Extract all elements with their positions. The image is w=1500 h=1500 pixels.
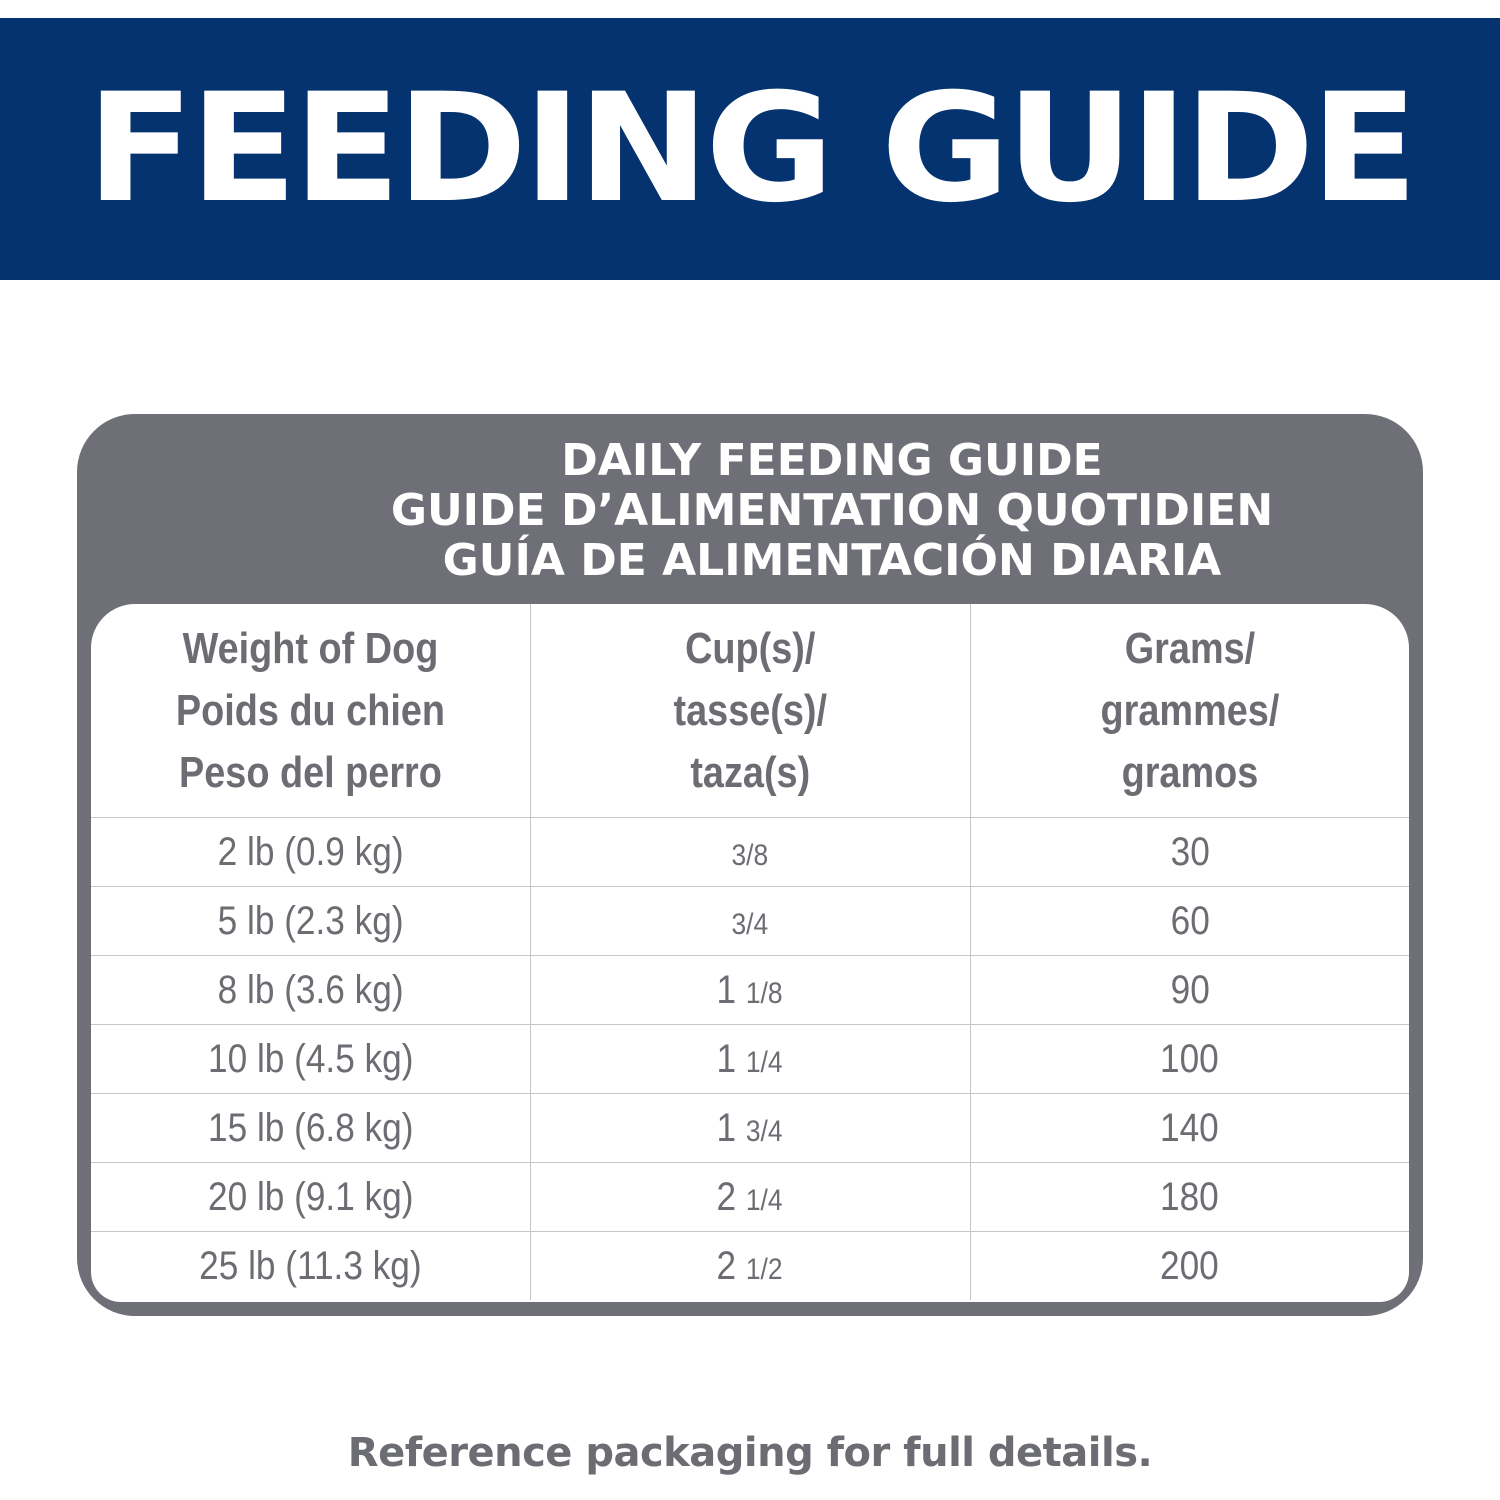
header-banner	[0, 18, 1500, 280]
cups-fraction: 1/8	[746, 976, 784, 1010]
cups-whole: 1	[716, 1036, 737, 1081]
header-cups: Cup(s)/ tasse(s)/ taza(s)	[530, 604, 970, 818]
table-row	[91, 1163, 1409, 1232]
weight-cell: 25 lb (11.3 kg)	[91, 1232, 530, 1301]
header-weight: Weight of Dog Poids du chien Peso del perro	[91, 604, 530, 818]
cups-cell	[530, 818, 970, 887]
table-row	[91, 956, 1409, 1025]
cups-fraction: 1/4	[746, 1183, 784, 1217]
cups-fraction: 1/4	[746, 1045, 784, 1079]
cups-whole: 1	[716, 1105, 737, 1150]
table-row	[91, 1094, 1409, 1163]
grams-cell: 200	[1160, 1243, 1220, 1288]
feeding-table	[91, 604, 1409, 1300]
card-title-line-es: GUÍA DE ALIMENTACIÓN DIARIA	[442, 535, 1222, 586]
cups-whole: 2	[716, 1243, 737, 1288]
cups-cell	[530, 1232, 970, 1301]
grams-cell: 140	[970, 1094, 1409, 1163]
table-row	[91, 1025, 1409, 1094]
feeding-table-container	[91, 604, 1409, 1302]
weight-cell: 5 lb (2.3 kg)	[91, 887, 530, 956]
cups-cell	[530, 1163, 970, 1232]
weight-cell: 15 lb (6.8 kg)	[91, 1094, 530, 1163]
weight-cell: 20 lb (9.1 kg)	[91, 1163, 530, 1232]
cups-whole: 1	[716, 967, 737, 1012]
table-row	[91, 1232, 1409, 1301]
cups-fraction: 3/8	[731, 838, 769, 872]
table-body	[91, 818, 1409, 1301]
weight-cell: 2 lb (0.9 kg)	[91, 818, 530, 887]
grams-cell: 100	[970, 1025, 1409, 1094]
grams-cell: 60	[970, 887, 1409, 956]
cups-cell	[530, 1025, 970, 1094]
weight-cell: 8 lb (3.6 kg)	[91, 956, 530, 1025]
cups-cell	[530, 887, 970, 956]
header-grams: Grams/ grammes/ gramos	[970, 604, 1409, 818]
grams-cell: 90	[970, 956, 1409, 1025]
weight-cell: 10 lb (4.5 kg)	[91, 1025, 530, 1094]
cups-cell	[530, 956, 970, 1025]
feeding-guide-card	[77, 414, 1423, 1316]
cups-fraction: 3/4	[746, 1114, 784, 1148]
page-title: FEEDING GUIDE	[86, 62, 1414, 236]
cups-fraction: 1/2	[746, 1252, 784, 1286]
footnote: Reference packaging for full details.	[347, 1430, 1153, 1476]
cups-whole: 2	[716, 1174, 737, 1219]
card-title-line-en: DAILY FEEDING GUIDE	[561, 435, 1103, 486]
cups-fraction: 3/4	[731, 907, 769, 941]
table-header-row	[91, 604, 1409, 818]
table-row	[91, 818, 1409, 887]
grams-cell: 180	[970, 1163, 1409, 1232]
grams-cell: 30	[970, 818, 1409, 887]
cups-cell	[530, 1094, 970, 1163]
table-row	[91, 887, 1409, 956]
card-title-line-fr: GUIDE D’ALIMENTATION QUOTIDIEN	[390, 485, 1274, 536]
card-title	[377, 436, 1287, 586]
